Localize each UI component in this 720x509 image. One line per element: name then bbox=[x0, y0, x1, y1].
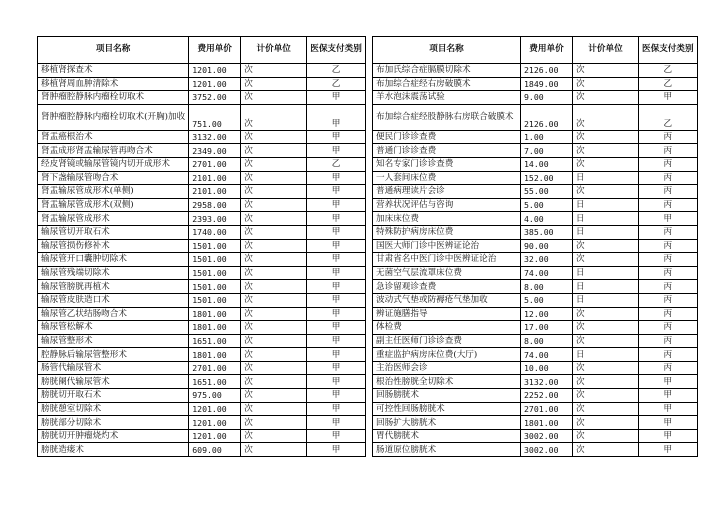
cell-item-name: 辨证施膳指导 bbox=[373, 307, 521, 321]
cell-pricing-unit: 次 bbox=[573, 253, 639, 267]
table-header bbox=[38, 37, 366, 64]
table-row bbox=[38, 293, 366, 307]
cell-insurance-category: 甲 bbox=[307, 375, 366, 389]
cell-unit-price: 5.00 bbox=[521, 293, 573, 307]
cell-unit-price: 1501.00 bbox=[189, 280, 241, 294]
fee-table-right bbox=[372, 36, 698, 457]
table-row bbox=[373, 443, 698, 457]
cell-item-name: 知名专家门诊诊查费 bbox=[373, 157, 521, 171]
cell-pricing-unit: 日 bbox=[573, 212, 639, 226]
cell-unit-price: 1201.00 bbox=[189, 416, 241, 430]
fee-table-left bbox=[37, 36, 366, 457]
cell-unit-price: 14.00 bbox=[521, 157, 573, 171]
cell-unit-price: 2101.00 bbox=[189, 185, 241, 199]
table-row bbox=[373, 253, 698, 267]
cell-pricing-unit: 次 bbox=[573, 307, 639, 321]
cell-insurance-category: 甲 bbox=[639, 212, 698, 226]
table-row bbox=[373, 321, 698, 335]
table-row bbox=[373, 334, 698, 348]
cell-item-name: 输尿管切开取石术 bbox=[38, 225, 189, 239]
table-row bbox=[373, 198, 698, 212]
cell-pricing-unit: 次 bbox=[241, 91, 307, 105]
cell-item-name: 肾肿瘤腔静脉内瘤栓切取术 bbox=[38, 91, 189, 105]
cell-pricing-unit: 次 bbox=[241, 443, 307, 457]
table-row bbox=[38, 307, 366, 321]
cell-insurance-category: 丙 bbox=[639, 130, 698, 144]
cell-insurance-category: 丙 bbox=[639, 307, 698, 321]
cell-item-name: 输尿管开口囊肿切除术 bbox=[38, 253, 189, 267]
table-header bbox=[373, 37, 698, 64]
cell-item-name: 肾盂癌根治术 bbox=[38, 130, 189, 144]
cell-unit-price: 10.00 bbox=[521, 361, 573, 375]
cell-unit-price: 17.00 bbox=[521, 321, 573, 335]
table-row bbox=[38, 443, 366, 457]
cell-unit-price: 152.00 bbox=[521, 171, 573, 185]
cell-pricing-unit: 次 bbox=[573, 321, 639, 335]
cell-insurance-category: 丙 bbox=[639, 293, 698, 307]
cell-insurance-category: 甲 bbox=[307, 266, 366, 280]
cell-pricing-unit: 次 bbox=[241, 157, 307, 171]
cell-pricing-unit: 次 bbox=[573, 416, 639, 430]
cell-unit-price: 8.00 bbox=[521, 280, 573, 294]
table-row bbox=[373, 212, 698, 226]
cell-item-name: 回肠膀胱术 bbox=[373, 389, 521, 403]
cell-unit-price: 7.00 bbox=[521, 144, 573, 158]
cell-unit-price: 609.00 bbox=[189, 443, 241, 457]
cell-pricing-unit: 次 bbox=[241, 266, 307, 280]
cell-unit-price: 2252.00 bbox=[521, 389, 573, 403]
cell-unit-price: 1801.00 bbox=[189, 307, 241, 321]
cell-insurance-category: 甲 bbox=[307, 239, 366, 253]
cell-item-name: 主治医师会诊 bbox=[373, 361, 521, 375]
cell-insurance-category: 丙 bbox=[639, 198, 698, 212]
cell-pricing-unit: 次 bbox=[241, 389, 307, 403]
cell-item-name: 移植肾周血肿清除术 bbox=[38, 77, 189, 91]
cell-insurance-category: 甲 bbox=[307, 280, 366, 294]
cell-unit-price: 2958.00 bbox=[189, 198, 241, 212]
table-row bbox=[373, 104, 698, 130]
table-row bbox=[373, 130, 698, 144]
cell-pricing-unit: 次 bbox=[241, 334, 307, 348]
table-row bbox=[38, 198, 366, 212]
table-row bbox=[38, 77, 366, 91]
cell-item-name: 肾盂输尿管成形术(单侧) bbox=[38, 185, 189, 199]
table-row bbox=[38, 280, 366, 294]
cell-pricing-unit: 次 bbox=[573, 157, 639, 171]
cell-insurance-category: 乙 bbox=[307, 157, 366, 171]
cell-insurance-category: 甲 bbox=[307, 130, 366, 144]
cell-item-name: 体检费 bbox=[373, 321, 521, 335]
cell-pricing-unit: 日 bbox=[573, 225, 639, 239]
table-row bbox=[373, 77, 698, 91]
cell-item-name: 甘肃省名中医门诊中医辨证论治 bbox=[373, 253, 521, 267]
cell-insurance-category: 丙 bbox=[639, 266, 698, 280]
cell-insurance-category: 乙 bbox=[639, 104, 698, 130]
table-row bbox=[373, 402, 698, 416]
cell-unit-price: 975.00 bbox=[189, 389, 241, 403]
table-row bbox=[38, 416, 366, 430]
cell-item-name: 布加综合症经右房破膜术 bbox=[373, 77, 521, 91]
cell-pricing-unit: 次 bbox=[241, 402, 307, 416]
cell-unit-price: 1651.00 bbox=[189, 334, 241, 348]
cell-unit-price: 8.00 bbox=[521, 334, 573, 348]
table-row bbox=[38, 239, 366, 253]
cell-pricing-unit: 次 bbox=[241, 280, 307, 294]
cell-insurance-category: 乙 bbox=[639, 64, 698, 78]
cell-unit-price: 74.00 bbox=[521, 348, 573, 362]
cell-insurance-category: 甲 bbox=[307, 389, 366, 403]
cell-insurance-category: 甲 bbox=[307, 185, 366, 199]
cell-unit-price: 3132.00 bbox=[189, 130, 241, 144]
cell-insurance-category: 丙 bbox=[639, 225, 698, 239]
cell-pricing-unit: 次 bbox=[573, 402, 639, 416]
cell-unit-price: 5.00 bbox=[521, 198, 573, 212]
table-row bbox=[38, 157, 366, 171]
cell-pricing-unit: 次 bbox=[573, 389, 639, 403]
table-row bbox=[38, 253, 366, 267]
cell-insurance-category: 丙 bbox=[639, 171, 698, 185]
cell-item-name: 普通病理读片会诊 bbox=[373, 185, 521, 199]
cell-pricing-unit: 次 bbox=[241, 293, 307, 307]
cell-item-name: 膀胱部分切除术 bbox=[38, 416, 189, 430]
cell-pricing-unit: 次 bbox=[241, 321, 307, 335]
cell-item-name: 膀胱阑代输尿管术 bbox=[38, 375, 189, 389]
cell-insurance-category: 丙 bbox=[639, 321, 698, 335]
header-pricing-unit: 计价单位 bbox=[573, 37, 639, 64]
cell-pricing-unit: 次 bbox=[241, 104, 307, 130]
cell-pricing-unit: 次 bbox=[573, 144, 639, 158]
cell-item-name: 输尿管残端切除术 bbox=[38, 266, 189, 280]
table-row bbox=[373, 429, 698, 443]
cell-insurance-category: 甲 bbox=[307, 307, 366, 321]
cell-insurance-category: 乙 bbox=[639, 77, 698, 91]
table-row bbox=[373, 266, 698, 280]
cell-unit-price: 12.00 bbox=[521, 307, 573, 321]
cell-unit-price: 1501.00 bbox=[189, 239, 241, 253]
cell-insurance-category: 丙 bbox=[639, 348, 698, 362]
cell-pricing-unit: 次 bbox=[573, 77, 639, 91]
cell-unit-price: 3132.00 bbox=[521, 375, 573, 389]
cell-insurance-category: 甲 bbox=[639, 402, 698, 416]
cell-unit-price: 74.00 bbox=[521, 266, 573, 280]
cell-item-name: 输尿管膀胱再植术 bbox=[38, 280, 189, 294]
cell-pricing-unit: 日 bbox=[573, 293, 639, 307]
table-row bbox=[38, 429, 366, 443]
cell-insurance-category: 甲 bbox=[307, 91, 366, 105]
cell-unit-price: 1801.00 bbox=[521, 416, 573, 430]
cell-pricing-unit: 日 bbox=[573, 280, 639, 294]
cell-unit-price: 3002.00 bbox=[521, 429, 573, 443]
table-row bbox=[38, 334, 366, 348]
cell-item-name: 布加综合症经股静脉右房联合破膜术 bbox=[373, 104, 521, 130]
cell-item-name: 特殊防护病房床位费 bbox=[373, 225, 521, 239]
table-row bbox=[373, 157, 698, 171]
header-insurance-category: 医保支付类别 bbox=[639, 37, 698, 64]
cell-item-name: 回肠扩大膀胱术 bbox=[373, 416, 521, 430]
cell-insurance-category: 乙 bbox=[307, 64, 366, 78]
cell-pricing-unit: 次 bbox=[573, 443, 639, 457]
header-unit-price: 费用单价 bbox=[189, 37, 241, 64]
cell-insurance-category: 甲 bbox=[307, 402, 366, 416]
cell-item-name: 肾盂输尿管成形术(双侧) bbox=[38, 198, 189, 212]
table-body-left bbox=[38, 64, 366, 457]
cell-item-name: 输尿管损伤修补术 bbox=[38, 239, 189, 253]
table-row bbox=[373, 185, 698, 199]
cell-insurance-category: 丙 bbox=[639, 185, 698, 199]
cell-item-name: 无菌空气层流罩床位费 bbox=[373, 266, 521, 280]
cell-insurance-category: 甲 bbox=[307, 104, 366, 130]
cell-item-name: 肾盂成形肾盂输尿管再吻合术 bbox=[38, 144, 189, 158]
cell-pricing-unit: 次 bbox=[241, 225, 307, 239]
cell-item-name: 一人套间床位费 bbox=[373, 171, 521, 185]
header-item-name: 项目名称 bbox=[38, 37, 189, 64]
cell-unit-price: 9.00 bbox=[521, 91, 573, 105]
cell-pricing-unit: 日 bbox=[573, 348, 639, 362]
cell-unit-price: 2701.00 bbox=[521, 402, 573, 416]
cell-pricing-unit: 日 bbox=[573, 171, 639, 185]
table-row bbox=[373, 171, 698, 185]
cell-insurance-category: 甲 bbox=[639, 91, 698, 105]
table-row bbox=[38, 171, 366, 185]
cell-item-name: 肠管代输尿管术 bbox=[38, 361, 189, 375]
cell-item-name: 重症监护病房床位费(大厅) bbox=[373, 348, 521, 362]
cell-pricing-unit: 次 bbox=[573, 64, 639, 78]
cell-unit-price: 1501.00 bbox=[189, 293, 241, 307]
table-row bbox=[373, 293, 698, 307]
cell-insurance-category: 甲 bbox=[639, 416, 698, 430]
cell-unit-price: 1201.00 bbox=[189, 402, 241, 416]
cell-item-name: 输尿管乙状结肠吻合术 bbox=[38, 307, 189, 321]
cell-pricing-unit: 次 bbox=[241, 77, 307, 91]
cell-pricing-unit: 次 bbox=[573, 334, 639, 348]
cell-insurance-category: 甲 bbox=[307, 429, 366, 443]
table-row bbox=[38, 185, 366, 199]
cell-item-name: 经皮肾镜或输尿管镜内切开成形术 bbox=[38, 157, 189, 171]
cell-unit-price: 2101.00 bbox=[189, 171, 241, 185]
table-row bbox=[373, 64, 698, 78]
cell-unit-price: 90.00 bbox=[521, 239, 573, 253]
cell-unit-price: 55.00 bbox=[521, 185, 573, 199]
cell-item-name: 肾下盏输尿管吻合术 bbox=[38, 171, 189, 185]
cell-unit-price: 1849.00 bbox=[521, 77, 573, 91]
cell-insurance-category: 丙 bbox=[639, 334, 698, 348]
table-row bbox=[38, 266, 366, 280]
cell-item-name: 波动式气垫或防褥疮气垫加收 bbox=[373, 293, 521, 307]
cell-insurance-category: 甲 bbox=[307, 361, 366, 375]
cell-pricing-unit: 次 bbox=[241, 375, 307, 389]
cell-unit-price: 2701.00 bbox=[189, 361, 241, 375]
cell-item-name: 膀胱切开肿瘤烧灼术 bbox=[38, 429, 189, 443]
cell-pricing-unit: 次 bbox=[241, 64, 307, 78]
cell-pricing-unit: 次 bbox=[241, 348, 307, 362]
cell-item-name: 根治性膀胱全切除术 bbox=[373, 375, 521, 389]
table-row bbox=[38, 64, 366, 78]
cell-pricing-unit: 次 bbox=[573, 375, 639, 389]
cell-unit-price: 2701.00 bbox=[189, 157, 241, 171]
cell-item-name: 布加氏综合症膈膜切除术 bbox=[373, 64, 521, 78]
table-row bbox=[38, 91, 366, 105]
cell-pricing-unit: 次 bbox=[241, 239, 307, 253]
cell-insurance-category: 乙 bbox=[307, 77, 366, 91]
table-row bbox=[373, 375, 698, 389]
cell-unit-price: 2126.00 bbox=[521, 64, 573, 78]
table-row bbox=[38, 130, 366, 144]
cell-insurance-category: 甲 bbox=[307, 253, 366, 267]
cell-insurance-category: 甲 bbox=[639, 429, 698, 443]
cell-insurance-category: 甲 bbox=[307, 293, 366, 307]
cell-pricing-unit: 次 bbox=[573, 185, 639, 199]
cell-pricing-unit: 次 bbox=[573, 104, 639, 130]
cell-item-name: 腔静脉后输尿管整形术 bbox=[38, 348, 189, 362]
cell-unit-price: 32.00 bbox=[521, 253, 573, 267]
cell-insurance-category: 丙 bbox=[639, 144, 698, 158]
cell-pricing-unit: 次 bbox=[241, 185, 307, 199]
cell-insurance-category: 丙 bbox=[639, 239, 698, 253]
cell-item-name: 输尿管整形术 bbox=[38, 334, 189, 348]
cell-unit-price: 2349.00 bbox=[189, 144, 241, 158]
cell-pricing-unit: 次 bbox=[573, 429, 639, 443]
table-row bbox=[38, 144, 366, 158]
header-item-name: 项目名称 bbox=[373, 37, 521, 64]
cell-pricing-unit: 次 bbox=[573, 239, 639, 253]
table-row bbox=[373, 416, 698, 430]
cell-insurance-category: 甲 bbox=[307, 334, 366, 348]
table-row bbox=[373, 389, 698, 403]
cell-insurance-category: 甲 bbox=[639, 389, 698, 403]
cell-insurance-category: 甲 bbox=[307, 212, 366, 226]
cell-unit-price: 1501.00 bbox=[189, 253, 241, 267]
cell-unit-price: 1740.00 bbox=[189, 225, 241, 239]
cell-pricing-unit: 次 bbox=[241, 416, 307, 430]
table-row bbox=[38, 348, 366, 362]
cell-item-name: 输尿管松解术 bbox=[38, 321, 189, 335]
cell-insurance-category: 丙 bbox=[639, 280, 698, 294]
cell-unit-price: 3752.00 bbox=[189, 91, 241, 105]
cell-unit-price: 1201.00 bbox=[189, 429, 241, 443]
table-row bbox=[373, 307, 698, 321]
cell-item-name: 胃代膀胱术 bbox=[373, 429, 521, 443]
cell-unit-price: 1651.00 bbox=[189, 375, 241, 389]
cell-item-name: 营养状况评估与咨询 bbox=[373, 198, 521, 212]
cell-pricing-unit: 次 bbox=[241, 253, 307, 267]
cell-insurance-category: 甲 bbox=[307, 348, 366, 362]
table-row bbox=[373, 348, 698, 362]
table-row bbox=[38, 104, 366, 130]
cell-item-name: 加床床位费 bbox=[373, 212, 521, 226]
table-row bbox=[38, 212, 366, 226]
cell-insurance-category: 甲 bbox=[307, 225, 366, 239]
cell-pricing-unit: 次 bbox=[241, 361, 307, 375]
cell-item-name: 普通门诊诊查费 bbox=[373, 144, 521, 158]
cell-pricing-unit: 日 bbox=[573, 266, 639, 280]
cell-item-name: 国医大师门诊中医辨证论治 bbox=[373, 239, 521, 253]
cell-pricing-unit: 次 bbox=[241, 130, 307, 144]
cell-insurance-category: 丙 bbox=[639, 157, 698, 171]
cell-pricing-unit: 次 bbox=[241, 429, 307, 443]
cell-insurance-category: 甲 bbox=[307, 443, 366, 457]
cell-insurance-category: 甲 bbox=[639, 443, 698, 457]
header-pricing-unit: 计价单位 bbox=[241, 37, 307, 64]
table-row bbox=[373, 280, 698, 294]
table-row bbox=[373, 144, 698, 158]
cell-item-name: 肾肿瘤腔静脉内瘤栓切取术(开胸)加收 bbox=[38, 104, 189, 130]
cell-unit-price: 751.00 bbox=[189, 104, 241, 130]
table-row bbox=[38, 225, 366, 239]
cell-pricing-unit: 次 bbox=[573, 361, 639, 375]
cell-unit-price: 1201.00 bbox=[189, 64, 241, 78]
cell-pricing-unit: 次 bbox=[241, 307, 307, 321]
cell-item-name: 急诊留观诊查费 bbox=[373, 280, 521, 294]
cell-pricing-unit: 次 bbox=[241, 171, 307, 185]
table-row bbox=[38, 375, 366, 389]
cell-pricing-unit: 日 bbox=[573, 198, 639, 212]
cell-insurance-category: 甲 bbox=[307, 321, 366, 335]
cell-insurance-category: 甲 bbox=[307, 198, 366, 212]
cell-insurance-category: 甲 bbox=[639, 375, 698, 389]
cell-item-name: 羊水泡沫震荡试验 bbox=[373, 91, 521, 105]
cell-item-name: 输尿管皮肤造口术 bbox=[38, 293, 189, 307]
table-row bbox=[373, 361, 698, 375]
cell-insurance-category: 甲 bbox=[307, 416, 366, 430]
table-row bbox=[38, 361, 366, 375]
table-row bbox=[38, 389, 366, 403]
table-row bbox=[373, 225, 698, 239]
cell-item-name: 肾盂输尿管成形术 bbox=[38, 212, 189, 226]
table-row bbox=[38, 321, 366, 335]
header-unit-price: 费用单价 bbox=[521, 37, 573, 64]
cell-pricing-unit: 次 bbox=[241, 144, 307, 158]
cell-unit-price: 2126.00 bbox=[521, 104, 573, 130]
cell-pricing-unit: 次 bbox=[241, 198, 307, 212]
cell-item-name: 膀胱造瘘术 bbox=[38, 443, 189, 457]
cell-insurance-category: 丙 bbox=[639, 361, 698, 375]
cell-item-name: 膀胱憩室切除术 bbox=[38, 402, 189, 416]
cell-unit-price: 1.00 bbox=[521, 130, 573, 144]
table-row bbox=[373, 91, 698, 105]
table-body-right bbox=[373, 64, 698, 457]
cell-item-name: 可控性回肠膀胱术 bbox=[373, 402, 521, 416]
cell-insurance-category: 丙 bbox=[639, 253, 698, 267]
cell-unit-price: 3002.00 bbox=[521, 443, 573, 457]
table-row bbox=[38, 402, 366, 416]
cell-unit-price: 1501.00 bbox=[189, 266, 241, 280]
cell-unit-price: 4.00 bbox=[521, 212, 573, 226]
table-row bbox=[373, 239, 698, 253]
cell-item-name: 肠道原位膀胱术 bbox=[373, 443, 521, 457]
cell-unit-price: 1801.00 bbox=[189, 348, 241, 362]
cell-item-name: 移植肾探查术 bbox=[38, 64, 189, 78]
cell-item-name: 便民门诊诊查费 bbox=[373, 130, 521, 144]
cell-item-name: 膀胱切开取石术 bbox=[38, 389, 189, 403]
cell-insurance-category: 甲 bbox=[307, 144, 366, 158]
cell-unit-price: 2393.00 bbox=[189, 212, 241, 226]
cell-pricing-unit: 次 bbox=[241, 212, 307, 226]
cell-pricing-unit: 次 bbox=[573, 130, 639, 144]
cell-pricing-unit: 次 bbox=[573, 91, 639, 105]
cell-item-name: 副主任医师门诊诊查费 bbox=[373, 334, 521, 348]
cell-insurance-category: 甲 bbox=[307, 171, 366, 185]
cell-unit-price: 385.00 bbox=[521, 225, 573, 239]
cell-unit-price: 1201.00 bbox=[189, 77, 241, 91]
header-insurance-category: 医保支付类别 bbox=[307, 37, 366, 64]
cell-unit-price: 1801.00 bbox=[189, 321, 241, 335]
